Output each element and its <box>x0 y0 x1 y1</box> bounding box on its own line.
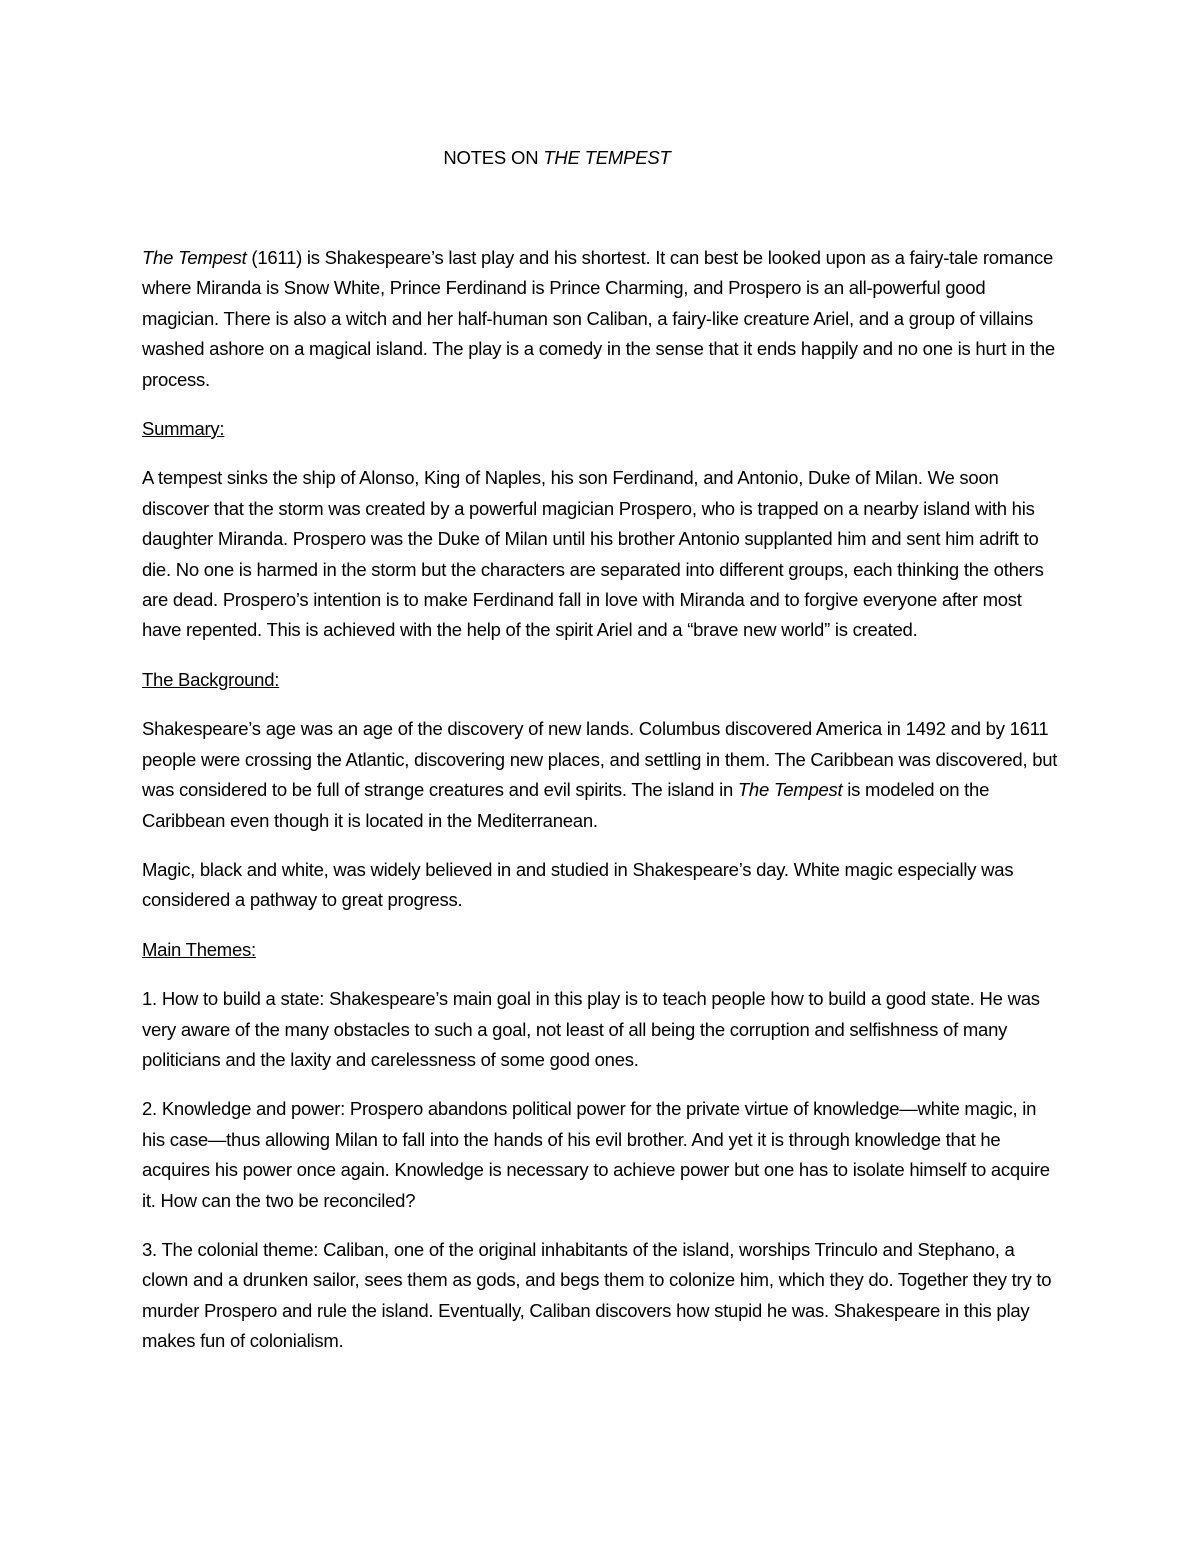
theme-paragraph: 3. The colonial theme: Caliban, one of the original inhabitants of the island, worships Trinculo and Stephano, a clown and a drunken sailor, sees them as gods, and begs them to colonize him, which they do. Together they try to murder Prospero and rule the island. Eventually, Caliban discovers how stupid he was. Shakespeare in this play makes fun of colonialism. <box>142 1238 1052 1352</box>
background-p1-before: Shakespeare’s age was an age of the discovery of new lands. Columbus discovered America in 1492 and by 1611 people were crossing the Atlantic, discovering new places, and settling in them. The Caribbean was discovered, but was considered to be full of strange creatures and evil spirits. The island in <box>142 718 1058 801</box>
theme-paragraph: 2. Knowledge and power: Prospero abandons political power for the private virtue of knowledge—white magic, in his case—thus allowing Milan to fall into the hands of his evil brother. And yet it is through knowledge that he acquires his power once again. Knowledge is necessary to achieve power but one has to isolate himself to acquire it. How can the two be reconciled? <box>142 1098 1050 1211</box>
background-heading: The Background: <box>142 668 280 690</box>
themes-heading: Main Themes: <box>142 938 256 960</box>
background-p1-after: is modeled on the Caribbean even though it is located in the Mediterranean. <box>142 779 990 831</box>
background-paragraph-1 <box>142 714 1062 836</box>
theme-paragraph: 1. How to build a state: Shakespeare’s main goal in this play is to teach people how to build a good state. He was very aware of the many obstacles to such a goal, not least of all being the corruption and selfishness of many politicians and the laxity and carelessness of some good ones. <box>142 988 1040 1070</box>
title-prefix: NOTES ON <box>443 147 539 168</box>
summary-heading: Summary: <box>142 418 225 440</box>
document-body <box>142 243 1062 1376</box>
title-italic: THE TEMPEST <box>543 147 671 168</box>
intro-text: (1611) is Shakespeare’s last play and his shortest. It can best be looked upon as a fairy-tale romance where Miranda is Snow White, Prince Ferdinand is Prince Charming, and Prospero is an all-powerful good magician. There is also a witch and her half-human son Caliban, a fairy-like creature Ariel, and a group of villains washed ashore on a magical island. The play is a comedy in the sense that it ends happily and no one is hurt in the process. <box>142 247 1055 390</box>
background-paragraph-2: Magic, black and white, was widely believed in and studied in Shakespeare’s day. White magic especially was considered a pathway to great progress. <box>142 858 1014 911</box>
intro-paragraph <box>142 243 1062 395</box>
summary-paragraph: A tempest sinks the ship of Alonso, King of Naples, his son Ferdinand, and Antonio, Duke of Milan. We soon discover that the storm was created by a powerful magician Prospero, who is trapped on a nearby island with his daughter Miranda. Prospero was the Duke of Milan until his brother Antonio supplanted him and sent him adrift to die. No one is harmed in the storm but the characters are separated into different groups, each thinking the others are dead. Prospero’s intention is to make Ferdinand fall in love with Miranda and to forgive everyone after most have repented. This is achieved with the help of the spirit Ariel and a “brave new world” is created. <box>142 467 1044 641</box>
page-title <box>142 143 972 173</box>
background-p1-italic: The Tempest <box>737 779 843 801</box>
intro-italic-lead: The Tempest <box>142 247 247 268</box>
